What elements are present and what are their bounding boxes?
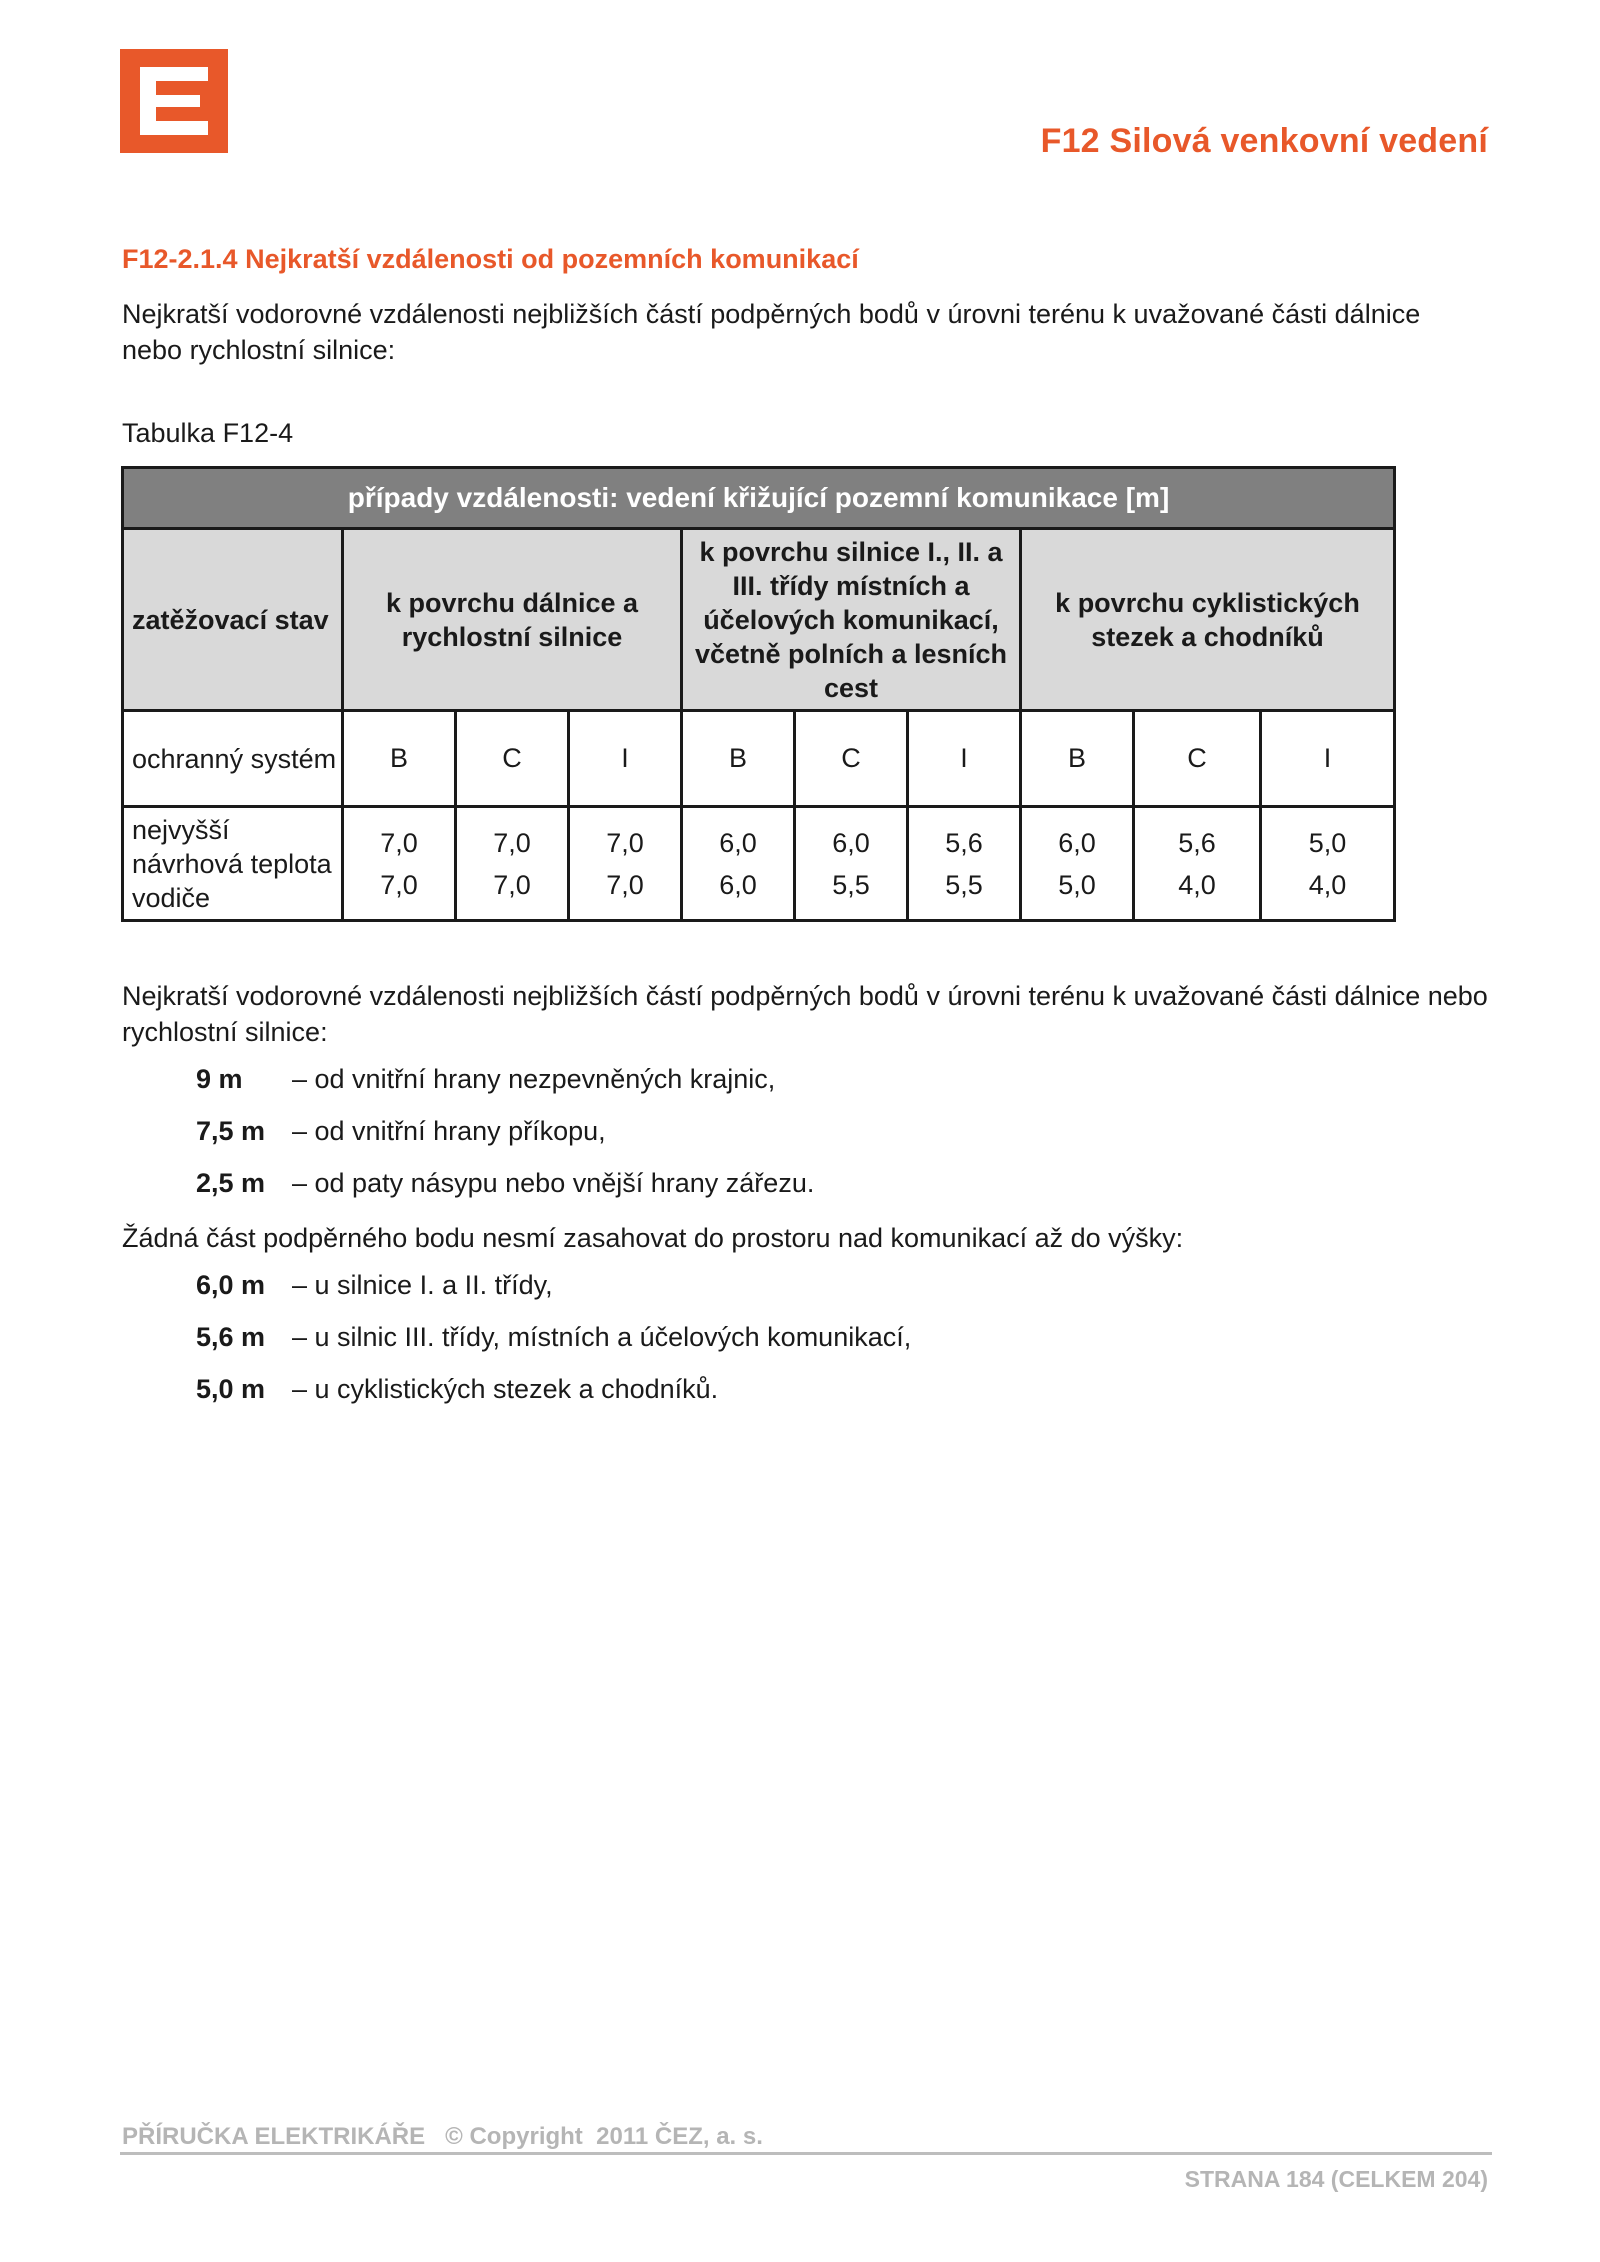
list-text: – u silnic III. třídy, místních a účelových komunikací, — [292, 1322, 912, 1352]
protection-cell: C — [795, 711, 908, 807]
temperature-cell: 7,0 7,0 — [456, 807, 569, 921]
list-value: 5,0 m — [196, 1374, 266, 1404]
temperature-row — [123, 807, 1395, 921]
cez-logo — [120, 49, 228, 153]
temperature-cell: 5,6 5,5 — [908, 807, 1021, 921]
paragraph: Žádná část podpěrného bodu nesmí zasahovat do prostoru nad komunikací až do výšky: — [122, 1223, 1184, 1253]
list-text: – od paty násypu nebo vnější hrany zářezu. — [292, 1168, 815, 1198]
protection-cell: B — [682, 711, 795, 807]
list-item — [122, 1322, 1502, 1374]
table-caption: Tabulka F12-4 — [122, 418, 294, 448]
list-value: 9 m — [196, 1064, 243, 1094]
protection-cell: I — [569, 711, 682, 807]
paragraph: Nejkratší vodorovné vzdálenosti nejbližších částí podpěrných bodů v úrovni terénu k uvažované části dálnice nebo rychlostní silnice: — [122, 981, 1488, 1047]
list-text: – od vnitřní hrany nezpevněných krajnic, — [292, 1064, 776, 1094]
list-value: 5,6 m — [196, 1322, 266, 1352]
list-item — [122, 1116, 1502, 1168]
footer-copyright: PŘÍRUČKA ELEKTRIKÁŘE © Copyright 2011 ČEZ, a. s. — [122, 2123, 763, 2150]
temperature-cell: 7,0 7,0 — [343, 807, 456, 921]
list-text: – od vnitřní hrany příkopu, — [292, 1116, 606, 1146]
temperature-cell: 6,0 6,0 — [682, 807, 795, 921]
footer-divider — [120, 2152, 1492, 2155]
temperature-cell: 7,0 7,0 — [569, 807, 682, 921]
intro-paragraph: Nejkratší vodorovné vzdálenosti nejbližších částí podpěrných bodů v úrovni terénu k uvažované části dálnice nebo rychlostní silnice: — [122, 299, 1421, 365]
list-item — [122, 1168, 1502, 1220]
temperature-label: nejvyšší návrhová teplota vodiče — [123, 807, 343, 921]
list-item — [122, 1064, 1502, 1116]
temperature-cell: 5,0 4,0 — [1261, 807, 1395, 921]
body-text — [122, 978, 1502, 1426]
chapter-title: F12 Silová venkovní vedení — [1040, 122, 1488, 160]
list-item — [122, 1374, 1502, 1426]
temperature-cell: 6,0 5,0 — [1021, 807, 1134, 921]
distance-table — [121, 466, 1396, 922]
protection-row — [123, 711, 1395, 807]
load-state-header: zatěžovací stav — [123, 529, 343, 711]
list-value: 6,0 m — [196, 1270, 266, 1300]
list-item — [122, 1270, 1502, 1322]
page-number: STRANA 184 (CELKEM 204) — [1184, 2166, 1488, 2192]
temperature-cell: 5,6 4,0 — [1134, 807, 1261, 921]
list-value: 2,5 m — [196, 1168, 266, 1198]
temperature-cell: 6,0 5,5 — [795, 807, 908, 921]
table-title: případy vzdálenosti: vedení křižující pozemní komunikace [m] — [123, 468, 1395, 529]
protection-cell: C — [1134, 711, 1261, 807]
col-group-roads: k povrchu silnice I., II. a III. třídy místních a účelových komunikací, včetně polních a lesních cest — [682, 529, 1021, 711]
protection-cell: B — [343, 711, 456, 807]
protection-cell: C — [456, 711, 569, 807]
section-heading: F12-2.1.4 Nejkratší vzdálenosti od pozemních komunikací — [122, 244, 859, 274]
col-group-cycle-paths: k povrchu cyklistických stezek a chodníků — [1021, 529, 1395, 711]
list-text: – u cyklistických stezek a chodníků. — [292, 1374, 719, 1404]
col-group-highway: k povrchu dálnice a rychlostní silnice — [343, 529, 682, 711]
protection-cell: B — [1021, 711, 1134, 807]
list-text: – u silnice I. a II. třídy, — [292, 1270, 553, 1300]
list-value: 7,5 m — [196, 1116, 266, 1146]
protection-cell: I — [908, 711, 1021, 807]
protection-cell: I — [1261, 711, 1395, 807]
protection-label: ochranný systém — [123, 711, 343, 807]
